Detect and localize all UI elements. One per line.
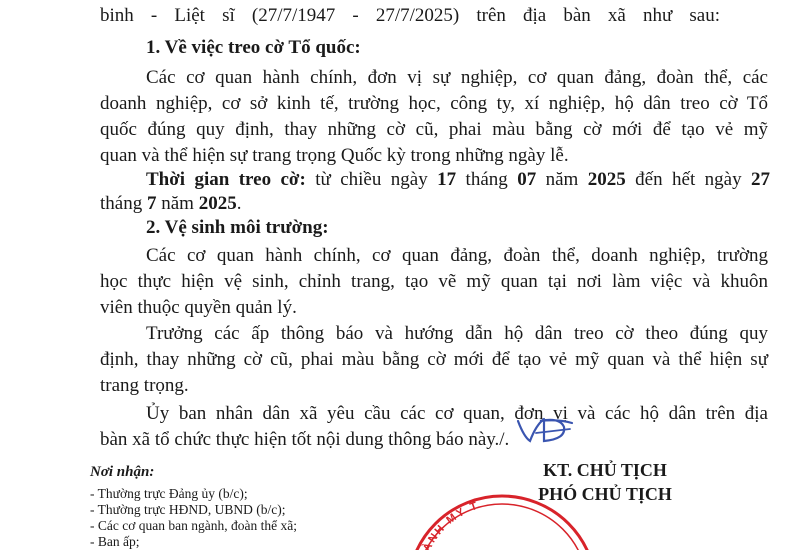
flag-time-text: tháng — [456, 169, 518, 190]
recipient-item: - Các cơ quan ban ngành, đoàn thể xã; — [90, 518, 297, 533]
p4-line-1: Ủy ban nhân dân xã yêu cầu các cơ quan, đơn vị và các hộ dân trên địa — [146, 403, 768, 424]
signature-title-1: KT. CHỦ TỊCH — [543, 460, 667, 480]
p1-line-4: quan và thể hiện sự trang trọng Quốc kỳ trong những ngày lễ. — [100, 145, 569, 166]
flag-time-text: đến hết ngày — [625, 169, 752, 190]
official-seal-icon — [400, 490, 600, 550]
p1-line-1: Các cơ quan hành chính, đơn vị sự nghiệp, cơ quan đảng, đoàn thể, các — [146, 67, 768, 88]
recipient-item: - Ban ấp; — [90, 534, 140, 549]
flag-time-year-start: 2025 — [587, 169, 626, 190]
p2-line-1: Các cơ quan hành chính, cơ quan đảng, đoàn thể, doanh nghiệp, trường — [146, 245, 768, 266]
svg-text:THÀNH MỸ T — [415, 500, 481, 550]
p1-line-3: quốc đúng quy định, thay những cờ cũ, phai màu bằng cờ mới để tạo vẻ mỹ — [100, 119, 768, 140]
p3-line-2: định, thay những cờ cũ, phai màu bằng cờ mới để tạo vẻ mỹ quan và thể hiện sự — [100, 349, 768, 370]
p2-line-3: viên thuộc quyền quản lý. — [100, 297, 297, 318]
flag-time-text: tháng — [100, 193, 147, 214]
handwritten-initials-icon — [514, 415, 586, 445]
flag-time-day-start: 17 — [437, 169, 457, 190]
p4-line-2: bàn xã tổ chức thực hiện tốt nội dung thông báo này./. — [100, 429, 510, 450]
flag-time-text: năm — [536, 169, 588, 190]
flag-time-text: từ chiều ngày — [305, 169, 438, 190]
p3-line-3: trang trọng. — [100, 375, 189, 396]
flag-time-text: . — [236, 193, 242, 214]
seal-text: ÀNH MỸ T — [420, 499, 481, 550]
signature-title-2: PHÓ CHỦ TỊCH — [538, 484, 672, 504]
recipients-title: Nơi nhận: — [90, 464, 155, 480]
intro-text: binh - Liệt sĩ (27/7/1947 - 27/7/2025) trên địa bàn xã như sau: — [100, 5, 720, 26]
intro-line — [100, 4, 720, 28]
flag-time-day-end: 27 — [751, 169, 771, 190]
flag-time-line-1 — [146, 168, 770, 192]
recipient-item: - Thường trực HĐND, UBND (b/c); — [90, 502, 286, 517]
flag-time-year-end: 2025 — [198, 193, 237, 214]
flag-time-month-end: 7 — [146, 193, 157, 214]
p3-line-1: Trưởng các ấp thông báo và hướng dẫn hộ dân treo cờ theo đúng quy — [146, 323, 768, 344]
flag-time-label: Thời gian treo cờ: — [146, 169, 306, 190]
p1-line-2: doanh nghiệp, cơ sở kinh tế, trường học, công ty, xí nghiệp, hộ dân treo cờ Tổ — [100, 93, 768, 114]
section-1-title: 1. Về việc treo cờ Tổ quốc: — [146, 37, 361, 58]
p2-line-2: học thực hiện vệ sinh, chỉnh trang, tạo vẽ mỹ quan tại nơi làm việc và khuôn — [100, 271, 768, 292]
recipient-item: - Thường trực Đảng ủy (b/c); — [90, 486, 248, 501]
flag-time-month-start: 07 — [517, 169, 537, 190]
flag-time-line-2 — [100, 192, 241, 216]
section-2-title: 2. Vệ sinh môi trường: — [146, 217, 329, 238]
flag-time-text: năm — [156, 193, 199, 214]
